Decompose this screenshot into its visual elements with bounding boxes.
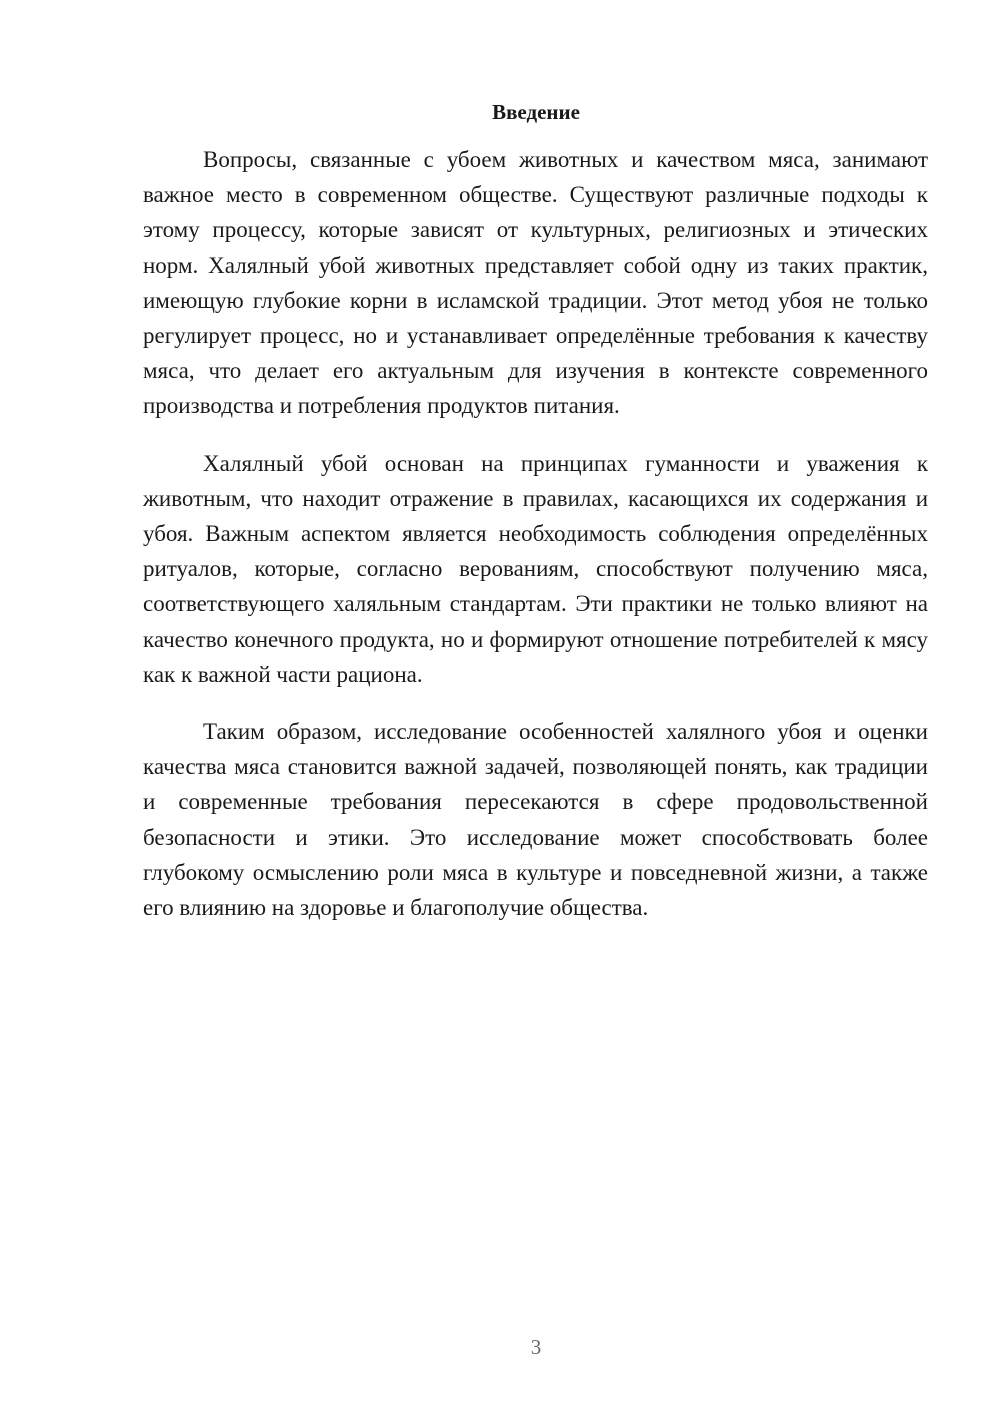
paragraph-2: Халялный убой основан на принципах гуманности и уважения к животным, что находит отражение в правилах, касающихся их содержания и убоя. Важным аспектом является необходимость соблюдения определённых ритуалов, которые, согласно верованиям, способствуют получению мяса, соответствующего халяльным стандартам. Эти практики не только влияют на качество конечного продукта, но и формируют отношение потребителей к мясу как к важной части рациона. <box>143 450 928 687</box>
section-heading: Введение <box>492 100 580 124</box>
body-text <box>143 142 928 947</box>
paragraph-3: Таким образом, исследование особенностей халялного убоя и оценки качества мяса становится важной задачей, позволяющей понять, как традиции и современные требования пересекаются в сфере продовольственной безопасности и этики. Это исследование может способствовать более глубокому осмыслению роли мяса в культуре и повседневной жизни, а также его влиянию на здоровье и благополучие общества. <box>143 719 928 921</box>
paragraph-1: Вопросы, связанные с убоем животных и качеством мяса, занимают важное место в современном обществе. Существуют различные подходы к этому процессу, которые зависят от культурных, религиозных и этических норм. Халялный убой животных представляет собой одну из таких практик, имеющую глубокие корни в исламской традиции. Этот метод убоя не только регулирует процесс, но и устанавливает определённые требования к качеству мяса, что делает его актуальным для изучения в контексте современного производства и потребления продуктов питания. <box>143 147 928 419</box>
page-number: 3 <box>530 1335 542 1359</box>
